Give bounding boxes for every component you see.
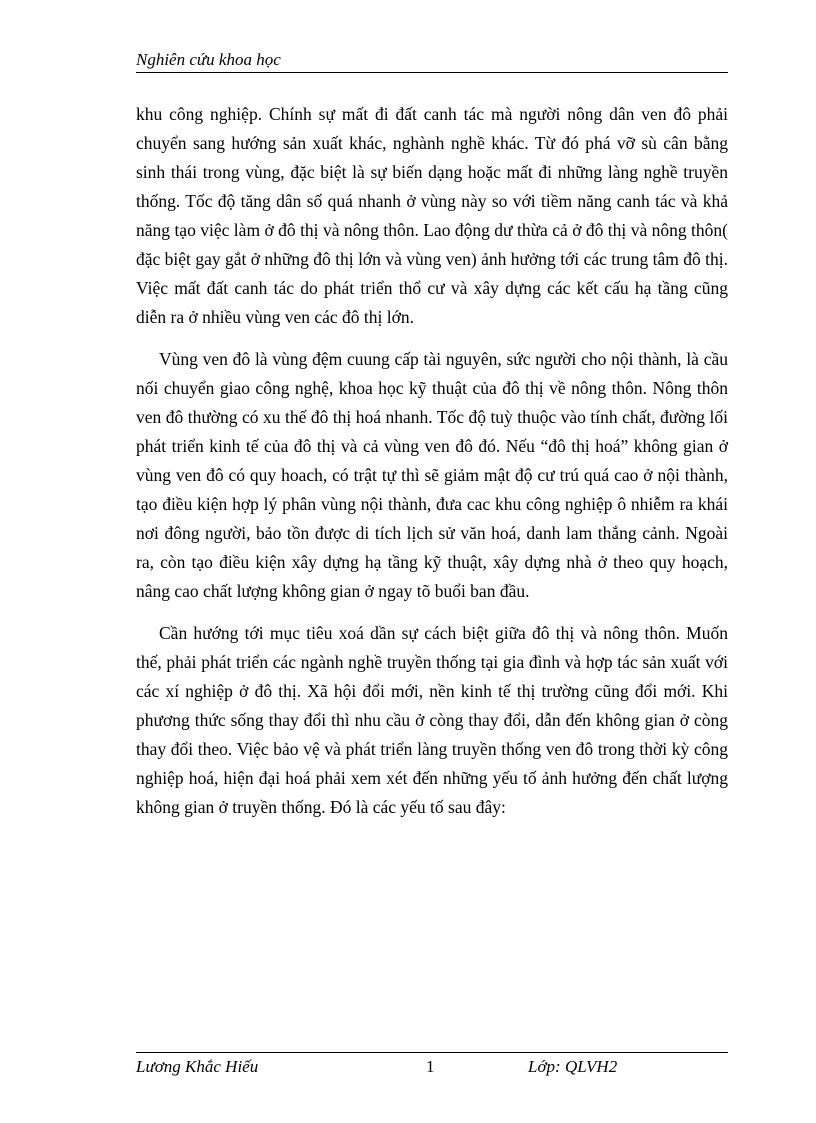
page-header <box>136 48 728 73</box>
header-title: Nghiên cứu khoa học <box>136 50 281 69</box>
page-number: 1 <box>426 1057 435 1076</box>
page-footer <box>136 1052 728 1079</box>
footer-class-label: Lớp: QLVH2 <box>528 1057 618 1076</box>
paragraph-1: khu công nghiệp. Chính sự mất đi đất canh tác mà người nông dân ven đô phải chuyển sang hướng sản xuất khác, nghành nghề khác. Từ đó phá vỡ sù cân bằng sinh thái trong vùng, đặc biệt là sự biến dạng hoặc mất đi những làng nghề truyền thống. Tốc độ tăng dân số quá nhanh ở vùng này so với tiềm năng canh tác và khả năng tạo việc làm ở đô thị và nông thôn. Lao động dư thừa cả ở đô thị và nông thôn( đặc biệt gay gắt ở những đô thị lớn và vùng ven) ảnh hưởng tới các trung tâm đô thị. Việc mất đất canh tác do phát triển thổ cư và xây dựng các kết cấu hạ tầng cũng diễn ra ở nhiều vùng ven các đô thị lớn. <box>136 104 728 327</box>
paragraph-2: Vùng ven đô là vùng đệm cuung cấp tài nguyên, sức người cho nội thành, là cầu nối chuyển giao công nghệ, khoa học kỹ thuật của đô thị về nông thôn. Nông thôn ven đô thường có xu thế đô thị hoá nhanh. Tốc độ tuỳ thuộc vào tính chất, đường lối phát triển kinh tế của đô thị và cả vùng ven đô đó. Nếu “đô thị hoá” không gian ở vùng ven đô có quy hoach, có trật tự thì sẽ giảm mật độ cư trú quá cao ở nội thành, tạo điều kiện hợp lý phân vùng nội thành, đưa cac khu công nghiệp ô nhiễm ra khái nơi đông người, bảo tồn được di tích lịch sử văn hoá, danh lam thắng cảnh. Ngoài ra, còn tạo điều kiện xây dựng hạ tầng kỹ thuật, xây dựng nhà ở theo quy hoạch, nâng cao chất lượng không gian ở ngay tõ buổi ban đầu. <box>136 349 728 601</box>
document-body <box>136 100 728 822</box>
footer-author: Lương Khắc Hiếu <box>136 1057 259 1076</box>
paragraph-3: Cần hướng tới mục tiêu xoá dần sự cách biệt giữa đô thị và nông thôn. Muốn thế, phải phát triển các ngành nghề truyền thống tại gia đình và hợp tác sản xuất với các xí nghiệp ở đô thị. Xã hội đổi mới, nền kinh tế thị trường cũng đổi mới. Khi phương thức sống thay đổi thì nhu cầu ở còng thay đổi, dẫn đến không gian ở còng thay đổi theo. Việc bảo vệ và phát triển làng truyền thống ven đô trong thời kỳ công nghiệp hoá, hiện đại hoá phải xem xét đến những yếu tố ảnh hưởng đến chất lượng không gian ở truyền thống. Đó là các yếu tố sau đây: <box>136 623 728 817</box>
